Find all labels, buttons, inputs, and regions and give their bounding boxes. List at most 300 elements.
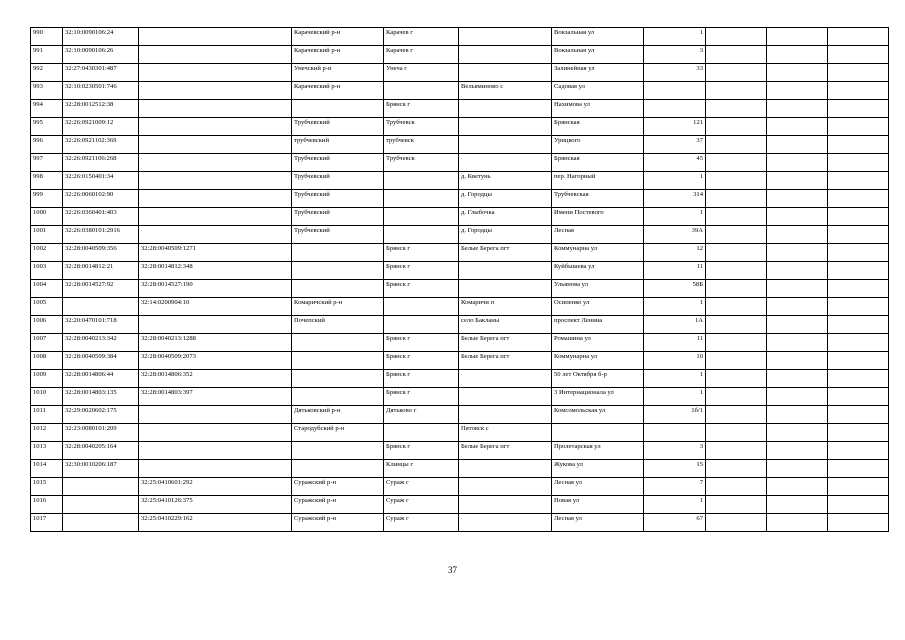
table-row	[31, 154, 889, 172]
table-cell	[828, 352, 889, 370]
table-cell	[706, 64, 767, 82]
table-cell	[706, 262, 767, 280]
table-row	[31, 244, 889, 262]
table-cell: 1009	[31, 370, 63, 388]
table-cell	[767, 424, 828, 442]
table-cell	[767, 46, 828, 64]
table-cell	[459, 262, 552, 280]
table-cell	[139, 460, 292, 478]
table-cell	[828, 280, 889, 298]
table-cell	[706, 190, 767, 208]
table-row	[31, 406, 889, 424]
table-cell	[644, 82, 706, 100]
table-row	[31, 82, 889, 100]
table-cell: Трубчевск	[384, 118, 459, 136]
table-cell: Унечский р-н	[292, 64, 384, 82]
table-cell: 993	[31, 82, 63, 100]
table-cell: 67	[644, 514, 706, 532]
table-cell: Комсомольская ул	[552, 406, 644, 424]
table-cell: Брянск г	[384, 262, 459, 280]
table-cell	[706, 46, 767, 64]
table-cell: 999	[31, 190, 63, 208]
table-cell: Нахимова ул	[552, 100, 644, 118]
table-row	[31, 478, 889, 496]
table-cell: 1017	[31, 514, 63, 532]
table-cell: 32:26:0150401:34	[63, 172, 139, 190]
table-cell	[706, 82, 767, 100]
table-cell: 32:28:0040509:2073	[139, 352, 292, 370]
table-cell: 11	[644, 334, 706, 352]
table-cell: Осипенко ул	[552, 298, 644, 316]
table-cell: 992	[31, 64, 63, 82]
table-cell: 45	[644, 154, 706, 172]
table-row	[31, 226, 889, 244]
table-cell	[459, 478, 552, 496]
table-cell: 3	[644, 46, 706, 64]
table-cell	[292, 100, 384, 118]
table-cell	[139, 316, 292, 334]
table-cell	[767, 82, 828, 100]
table-cell	[767, 190, 828, 208]
table-cell: 32:28:0040213:1288	[139, 334, 292, 352]
table-cell	[828, 244, 889, 262]
table-cell: 32:20:0470101:718	[63, 316, 139, 334]
table-cell: Брянск г	[384, 442, 459, 460]
table-cell: Трубчевский	[292, 154, 384, 172]
table-cell	[828, 100, 889, 118]
table-cell: 32:29:0020602:175	[63, 406, 139, 424]
table-cell	[767, 64, 828, 82]
table-cell	[828, 190, 889, 208]
table-row	[31, 136, 889, 154]
table-cell	[292, 460, 384, 478]
table-cell: 32:28:0014812:348	[139, 262, 292, 280]
registry-table	[30, 27, 889, 532]
table-cell	[384, 316, 459, 334]
table-cell: Жукова ул	[552, 460, 644, 478]
table-cell: Дятьковский р-н	[292, 406, 384, 424]
table-row	[31, 460, 889, 478]
table-cell	[828, 118, 889, 136]
table-cell: Белые Берега пгт	[459, 244, 552, 262]
table-cell	[292, 262, 384, 280]
table-cell	[706, 478, 767, 496]
table-cell	[828, 424, 889, 442]
table-cell: 12	[644, 244, 706, 262]
table-cell: Брянск г	[384, 370, 459, 388]
table-cell: 32:14:0200904:10	[139, 298, 292, 316]
table-cell	[63, 514, 139, 532]
table-cell: Ульянова ул	[552, 280, 644, 298]
table-cell	[706, 460, 767, 478]
table-cell	[767, 442, 828, 460]
registry-table-container	[30, 27, 889, 532]
table-cell	[459, 370, 552, 388]
table-cell	[459, 496, 552, 514]
table-cell	[139, 28, 292, 46]
table-cell	[767, 478, 828, 496]
table-cell: пер. Нагорный	[552, 172, 644, 190]
table-cell: Брянск г	[384, 388, 459, 406]
table-cell	[767, 514, 828, 532]
table-cell: 995	[31, 118, 63, 136]
table-cell: 1012	[31, 424, 63, 442]
table-cell: Пролетарская ул	[552, 442, 644, 460]
table-cell: Лесная	[552, 226, 644, 244]
table-cell: 32:28:0014803:135	[63, 388, 139, 406]
table-cell: 32:26:0921106:268	[63, 154, 139, 172]
table-cell: Коммунарна ул	[552, 244, 644, 262]
table-cell: проспект Ленина	[552, 316, 644, 334]
table-cell	[767, 100, 828, 118]
table-cell: Комаричский р-н	[292, 298, 384, 316]
table-cell	[459, 136, 552, 154]
table-cell: 32:23:0080101:209	[63, 424, 139, 442]
table-cell	[767, 406, 828, 424]
table-cell: 1004	[31, 280, 63, 298]
table-cell: 32:28:0014806:352	[139, 370, 292, 388]
table-cell	[706, 514, 767, 532]
table-cell	[828, 262, 889, 280]
table-cell: Лесная ул	[552, 478, 644, 496]
table-cell: 1б/1	[644, 406, 706, 424]
table-cell	[292, 442, 384, 460]
table-cell	[706, 424, 767, 442]
table-cell	[767, 496, 828, 514]
table-row	[31, 190, 889, 208]
table-cell: 32:28:0014806:44	[63, 370, 139, 388]
page-number: 37	[448, 565, 457, 575]
table-cell	[459, 280, 552, 298]
table-cell	[459, 514, 552, 532]
table-cell	[63, 496, 139, 514]
table-cell	[706, 388, 767, 406]
table-cell	[706, 496, 767, 514]
table-cell: Трубчевская	[552, 190, 644, 208]
table-cell	[139, 118, 292, 136]
table-cell: Брянская	[552, 118, 644, 136]
table-cell	[139, 82, 292, 100]
table-cell: 1014	[31, 460, 63, 478]
table-cell	[139, 100, 292, 118]
table-cell	[139, 406, 292, 424]
table-cell: Брянск г	[384, 352, 459, 370]
table-cell	[706, 100, 767, 118]
table-cell	[459, 46, 552, 64]
table-cell: 32:27:0430301:487	[63, 64, 139, 82]
table-cell	[828, 28, 889, 46]
table-cell	[706, 334, 767, 352]
table-cell	[139, 226, 292, 244]
table-row	[31, 172, 889, 190]
table-cell	[384, 298, 459, 316]
table-cell: Брянская	[552, 154, 644, 172]
table-cell	[706, 244, 767, 262]
table-cell: 994	[31, 100, 63, 118]
table-cell	[828, 442, 889, 460]
table-cell: 32:30:0010206:187	[63, 460, 139, 478]
table-cell: 32:10:0090106:26	[63, 46, 139, 64]
table-cell: Трубчевск	[384, 154, 459, 172]
table-cell	[767, 244, 828, 262]
table-cell	[459, 28, 552, 46]
table-cell: Суражский р-н	[292, 514, 384, 532]
table-cell	[139, 442, 292, 460]
table-cell: 998	[31, 172, 63, 190]
table-cell: Садовая ул	[552, 82, 644, 100]
table-row	[31, 334, 889, 352]
table-cell: д. Городцы	[459, 190, 552, 208]
table-cell: 1А	[644, 316, 706, 334]
table-cell: трубчевск	[384, 136, 459, 154]
table-cell: Трубчевский	[292, 172, 384, 190]
table-cell: 32:28:0040213:342	[63, 334, 139, 352]
table-cell: 39А	[644, 226, 706, 244]
table-cell	[767, 136, 828, 154]
table-cell: 32:10:0090106:24	[63, 28, 139, 46]
table-cell	[767, 280, 828, 298]
table-row	[31, 514, 889, 532]
table-cell: 991	[31, 46, 63, 64]
table-cell	[706, 280, 767, 298]
table-cell: Залинейная ул	[552, 64, 644, 82]
table-cell: 32:26:0921009:12	[63, 118, 139, 136]
table-cell	[706, 154, 767, 172]
table-cell: 32:28:0040205:164	[63, 442, 139, 460]
table-cell	[828, 82, 889, 100]
table-cell	[828, 478, 889, 496]
table-cell: 1016	[31, 496, 63, 514]
table-cell	[767, 316, 828, 334]
table-cell: Сураж г	[384, 496, 459, 514]
table-cell: 11	[644, 262, 706, 280]
table-cell	[384, 424, 459, 442]
table-cell	[706, 370, 767, 388]
table-cell: 32:28:0014527:190	[139, 280, 292, 298]
table-cell	[828, 370, 889, 388]
table-cell: Ромашина ул	[552, 334, 644, 352]
table-cell: село Бакланы	[459, 316, 552, 334]
table-cell	[384, 172, 459, 190]
table-cell: 1010	[31, 388, 63, 406]
table-cell	[139, 64, 292, 82]
table-cell: Дятьково г	[384, 406, 459, 424]
table-cell: 32:26:0360401:403	[63, 208, 139, 226]
table-cell	[828, 514, 889, 532]
table-cell: 1001	[31, 226, 63, 244]
table-cell: 58Б	[644, 280, 706, 298]
table-cell: 1	[644, 172, 706, 190]
table-cell	[828, 172, 889, 190]
table-cell	[139, 154, 292, 172]
table-cell: 32:28:0040509:384	[63, 352, 139, 370]
table-cell	[767, 352, 828, 370]
table-row	[31, 496, 889, 514]
table-cell: 32:28:0014527:92	[63, 280, 139, 298]
table-cell: 32:26:0380101:2916	[63, 226, 139, 244]
table-cell: 1002	[31, 244, 63, 262]
table-cell: Брянск г	[384, 280, 459, 298]
table-cell	[459, 118, 552, 136]
table-cell: Клинцы г	[384, 460, 459, 478]
table-cell: 15	[644, 460, 706, 478]
table-cell	[459, 64, 552, 82]
table-cell	[459, 154, 552, 172]
table-cell: 1008	[31, 352, 63, 370]
table-cell	[292, 370, 384, 388]
table-cell: 314	[644, 190, 706, 208]
table-cell: Трубчевский	[292, 190, 384, 208]
table-cell: трубчевский	[292, 136, 384, 154]
table-cell: Белые Берега пгт	[459, 334, 552, 352]
table-cell	[706, 352, 767, 370]
table-cell: 1005	[31, 298, 63, 316]
table-cell: 121	[644, 118, 706, 136]
table-cell: 1000	[31, 208, 63, 226]
table-cell	[767, 226, 828, 244]
table-cell	[63, 478, 139, 496]
table-cell: Лесная ул	[552, 514, 644, 532]
table-cell	[139, 46, 292, 64]
table-cell: Унеча г	[384, 64, 459, 82]
table-cell	[767, 154, 828, 172]
table-cell	[767, 262, 828, 280]
table-cell: 1	[644, 496, 706, 514]
table-cell	[828, 226, 889, 244]
table-cell: 32:26:0921102:369	[63, 136, 139, 154]
table-cell: Брянск г	[384, 334, 459, 352]
table-cell	[706, 226, 767, 244]
table-cell: Почепский	[292, 316, 384, 334]
table-cell: Урицкого	[552, 136, 644, 154]
table-cell: Трубчевский	[292, 208, 384, 226]
table-cell: Вельяминово с	[459, 82, 552, 100]
table-cell: Брянск г	[384, 244, 459, 262]
table-cell	[767, 334, 828, 352]
table-cell: 1003	[31, 262, 63, 280]
table-cell: Трубчевский	[292, 118, 384, 136]
table-cell	[828, 136, 889, 154]
table-row	[31, 46, 889, 64]
table-cell: 50 лет Октября б-р	[552, 370, 644, 388]
table-cell: Карачевский р-н	[292, 46, 384, 64]
table-cell	[828, 496, 889, 514]
table-row	[31, 388, 889, 406]
table-cell: Суражский р-н	[292, 496, 384, 514]
table-cell: 32:28:0014812:21	[63, 262, 139, 280]
table-cell	[706, 28, 767, 46]
table-cell: 997	[31, 154, 63, 172]
table-cell	[63, 298, 139, 316]
table-cell	[139, 136, 292, 154]
table-cell	[459, 460, 552, 478]
table-cell	[767, 460, 828, 478]
table-cell	[384, 82, 459, 100]
table-cell: 10	[644, 352, 706, 370]
table-cell	[139, 208, 292, 226]
table-cell: 3 Интернационала ул	[552, 388, 644, 406]
table-cell: 37	[644, 136, 706, 154]
table-cell	[767, 370, 828, 388]
table-cell	[706, 298, 767, 316]
table-cell: Коммунарна ул	[552, 352, 644, 370]
table-cell: 1013	[31, 442, 63, 460]
table-cell: 32:28:0040509:1271	[139, 244, 292, 262]
table-row	[31, 280, 889, 298]
table-row	[31, 316, 889, 334]
table-cell: д. Кветунь	[459, 172, 552, 190]
table-cell: 32:10:0230501:746	[63, 82, 139, 100]
table-row	[31, 298, 889, 316]
table-cell	[828, 406, 889, 424]
table-cell	[828, 334, 889, 352]
table-cell: Суражский р-н	[292, 478, 384, 496]
table-cell	[767, 172, 828, 190]
table-cell	[384, 208, 459, 226]
table-cell: Куйбышева ул	[552, 262, 644, 280]
table-cell: Брянск г	[384, 100, 459, 118]
table-cell: 1011	[31, 406, 63, 424]
table-cell	[552, 424, 644, 442]
table-cell	[828, 460, 889, 478]
table-cell	[706, 208, 767, 226]
table-cell: 33	[644, 64, 706, 82]
table-cell	[459, 388, 552, 406]
table-cell	[706, 316, 767, 334]
table-row	[31, 118, 889, 136]
table-cell: 32:28:0012512:38	[63, 100, 139, 118]
table-cell: Карачевский р-н	[292, 28, 384, 46]
table-cell: Белые Берега пгт	[459, 352, 552, 370]
table-cell	[139, 424, 292, 442]
table-cell: 32:25:0410126:375	[139, 496, 292, 514]
table-cell	[384, 190, 459, 208]
table-cell	[706, 118, 767, 136]
table-cell: д. Глыбочка	[459, 208, 552, 226]
table-cell	[828, 46, 889, 64]
table-cell: Белые Берега пгт	[459, 442, 552, 460]
table-cell	[644, 100, 706, 118]
table-row	[31, 100, 889, 118]
table-cell: 1	[644, 388, 706, 406]
table-cell: 1015	[31, 478, 63, 496]
table-cell: Пятовск с	[459, 424, 552, 442]
table-cell	[292, 388, 384, 406]
table-cell	[384, 226, 459, 244]
table-cell: 32:25:0410229:162	[139, 514, 292, 532]
table-cell: 7	[644, 478, 706, 496]
table-cell	[828, 388, 889, 406]
table-cell: 1006	[31, 316, 63, 334]
table-cell	[644, 424, 706, 442]
table-cell: 996	[31, 136, 63, 154]
table-row	[31, 28, 889, 46]
table-cell	[767, 28, 828, 46]
table-cell	[767, 208, 828, 226]
table-cell: 1	[644, 208, 706, 226]
table-cell: 1	[644, 298, 706, 316]
table-cell: 3	[644, 442, 706, 460]
table-cell: Новая ул	[552, 496, 644, 514]
table-cell	[139, 172, 292, 190]
table-cell	[706, 406, 767, 424]
table-cell	[292, 280, 384, 298]
table-cell	[828, 154, 889, 172]
table-cell	[828, 208, 889, 226]
table-cell: 1007	[31, 334, 63, 352]
table-cell: 32:26:0060102:90	[63, 190, 139, 208]
table-cell: 32:28:0014803:397	[139, 388, 292, 406]
